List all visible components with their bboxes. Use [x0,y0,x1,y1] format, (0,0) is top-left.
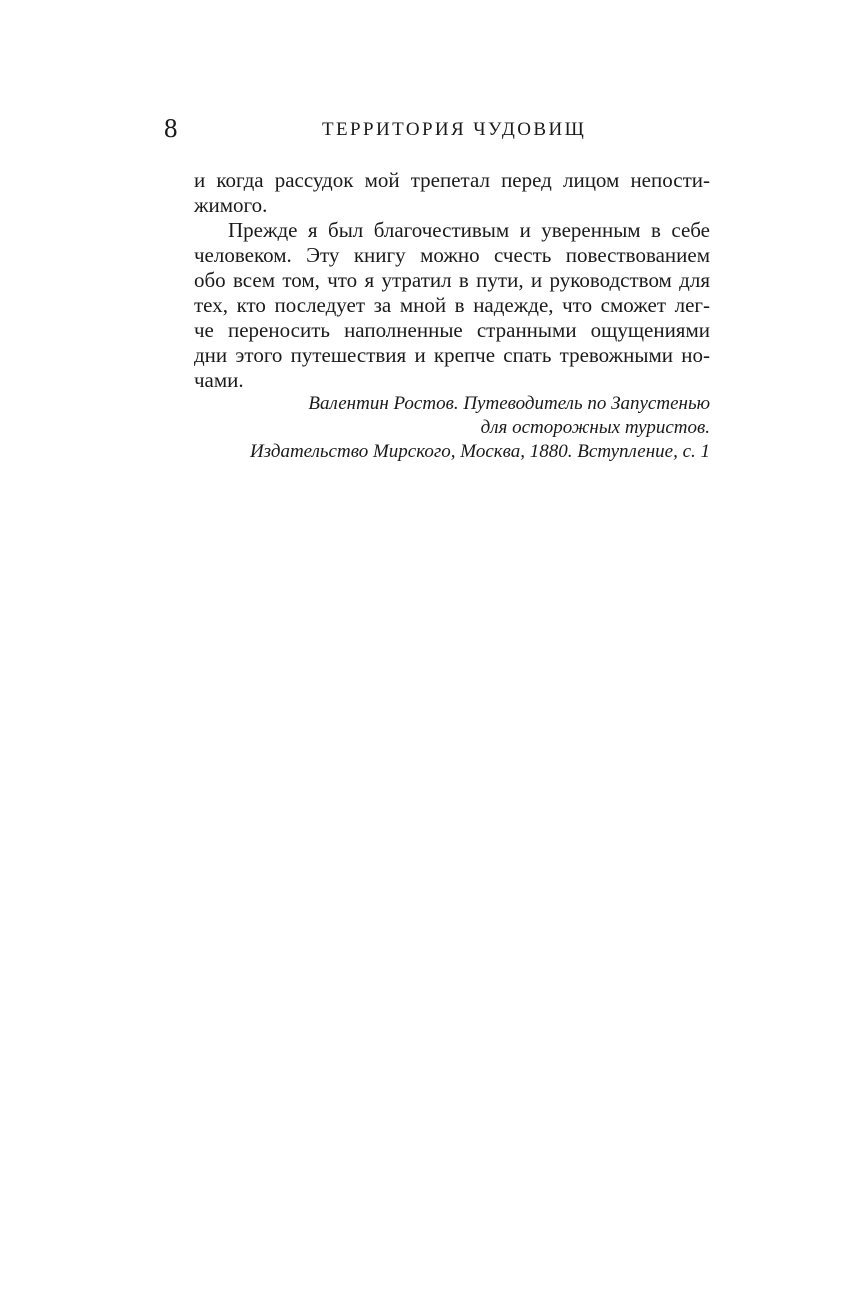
page-number: 8 [164,113,178,143]
main-text [194,168,710,393]
text-line: жимого. [194,193,268,217]
text-line: обо всем том, что я утратил в пути, и руководством для [194,268,710,292]
text-line: Прежде я был благочестивым и уверенным в себе [228,218,710,242]
source-line: Издательство Мирского, Москва, 1880. Вступление, с. 1 [249,441,710,462]
source-line: для осторожных туристов. [480,417,710,438]
text-line: и когда рассудок мой трепетал перед лицом непости- [194,168,710,192]
text-line: че переносить наполненные странными ощущениями [194,318,710,342]
text-line: человеком. Эту книгу можно счесть повествованием [194,243,710,267]
source-line: Валентин Ростов. Путеводитель по Запустенью [308,393,710,414]
running-title: ТЕРРИТОРИЯ ЧУДОВИЩ [322,119,587,140]
text-line: чами. [194,368,244,392]
paragraph [194,218,710,393]
epigraph-source [194,392,710,464]
text-line: тех, кто последует за мной в надежде, что сможет лег- [194,293,710,317]
text-line: дни этого путешествия и крепче спать тревожными но- [194,343,710,367]
paragraph-continuation [194,168,710,218]
